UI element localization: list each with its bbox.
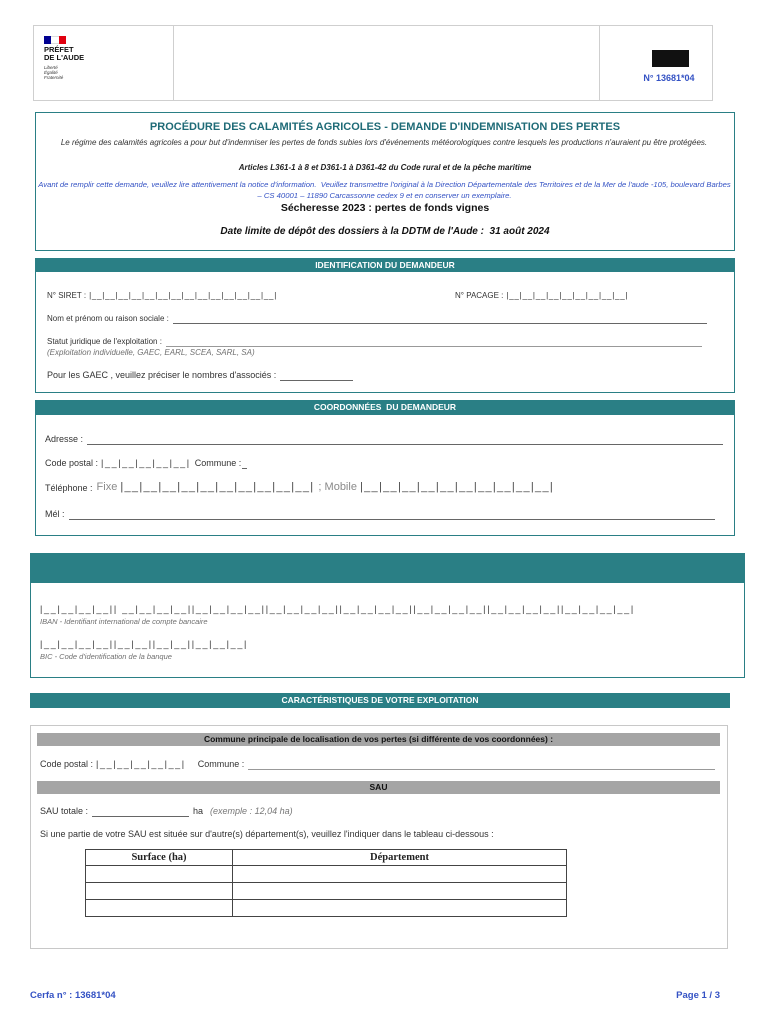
surface-cell[interactable]	[86, 900, 233, 917]
iban-label: IBAN - Identifiant international de compte bancaire	[40, 617, 208, 626]
footer-page-number: Page 1 / 3	[676, 990, 720, 1001]
sau-total-field[interactable]	[92, 808, 189, 817]
prefet-logo	[44, 36, 114, 84]
address-row	[45, 433, 723, 445]
sau-row	[40, 805, 293, 817]
sau-unit: ha	[193, 806, 204, 816]
postal-code-field[interactable]: |__|__|__|__|__|	[101, 458, 191, 468]
surface-header: Surface (ha)	[86, 850, 233, 866]
deadline: Date limite de dépôt des dossiers à la DDTM de l'Aude : 31 août 2024	[220, 226, 550, 237]
header-box	[33, 25, 713, 101]
department-cell[interactable]	[233, 900, 567, 917]
intro-description: Le régime des calamités agricoles a pour but d'indemniser les pertes de fonds subies lors d'événements météorologiques contre lesquels les productions n'auraient pu être protégées.	[60, 138, 708, 147]
other-departments-text: Si une partie de votre SAU est située sur d'autre(s) département(s), veuillez l'indiquer dans le tableau ci-dessous :	[40, 829, 494, 839]
identification-section	[35, 258, 735, 393]
address-label: Adresse :	[45, 434, 84, 444]
farm-commune-label: Commune :	[197, 759, 245, 769]
table-row	[86, 866, 567, 883]
status-field[interactable]	[166, 338, 702, 347]
siret-label: N° SIRET :	[47, 291, 87, 300]
siret-field[interactable]: |__|__|__|__|__|__|__|__|__|__|__|__|__|__|	[89, 291, 278, 300]
sau-heading-bar: SAU	[37, 781, 720, 794]
page-title: PROCÉDURE DES CALAMITÉS AGRICOLES - DEMANDE D'INDEMNISATION DES PERTES	[149, 121, 621, 133]
identification-heading: IDENTIFICATION DU DEMANDEUR	[35, 258, 735, 272]
subject-title: Sécheresse 2023 : pertes de fonds vignes	[280, 202, 490, 214]
phone-row	[45, 481, 554, 494]
pacage-field[interactable]: |__|__|__|__|__|__|__|__|__|	[506, 291, 629, 300]
pacage-row	[455, 290, 628, 301]
logo-line-2: DE L'AUDE	[44, 53, 85, 62]
farm-postal-row	[40, 758, 715, 770]
bank-subheading: Joindre un RIB-IBAN ou inscrire ci-après les coordonnées de votre compte bancaire	[197, 641, 578, 652]
email-field[interactable]	[69, 511, 715, 520]
bic-field[interactable]: |__|__|__|__||__|__||__|__||__|__|__|	[40, 639, 249, 649]
fixe-phone-field[interactable]: |__|__|__|__|__|__|__|__|__|__|	[120, 481, 315, 493]
status-row	[47, 336, 702, 347]
header-divider	[173, 26, 174, 100]
department-cell[interactable]	[233, 866, 567, 883]
logo-motto-1: Liberté	[44, 65, 58, 70]
farm-postal-code-field[interactable]: |__|__|__|__|__|	[96, 759, 186, 769]
mobile-label: ; Mobile	[318, 481, 357, 493]
department-cell[interactable]	[233, 883, 567, 900]
bic-label: BIC - Code d'identification de la banque	[40, 652, 172, 661]
address-field[interactable]	[87, 436, 723, 445]
surface-cell[interactable]	[86, 883, 233, 900]
commune-field[interactable]	[242, 460, 247, 469]
phone-label: Téléphone :	[45, 483, 93, 493]
marianne-flag-icon	[44, 36, 66, 44]
bank-box	[30, 583, 745, 678]
name-field[interactable]	[173, 315, 707, 324]
commune-label: Commune :	[194, 458, 242, 468]
footer-cerfa-number: Cerfa n° : 13681*04	[30, 990, 116, 1001]
intro-box	[35, 112, 735, 251]
logo-motto-3: Fraternité	[44, 75, 64, 80]
form-number: N° 13681*04	[643, 73, 695, 83]
logo-line-1: PRÉFET	[44, 45, 74, 54]
pacage-label: N° PACAGE :	[455, 291, 504, 300]
contact-section	[35, 400, 735, 536]
status-label: Statut juridique de l'exploitation :	[47, 337, 162, 346]
name-label: Nom et prénom ou raison sociale :	[47, 314, 169, 323]
bank-heading: COORDONNÉES DU COMPTE BANCAIRE	[303, 593, 472, 603]
fixe-label: Fixe	[96, 481, 118, 493]
cerfa-logo	[652, 50, 689, 67]
farm-postal-code-label: Code postal :	[40, 759, 94, 769]
logo-motto-2: Égalité	[44, 70, 58, 75]
gaec-row	[47, 369, 353, 381]
header-divider	[599, 26, 600, 100]
name-row	[47, 313, 707, 324]
submission-notice: Avant de remplir cette demande, veuillez lire attentivement la notice d'information. Veuillez transmettre l'original à la Direction Départementale des Territoires et de la Mer de l'aude -105, boulevard Barbes – CS 40001 – 11890 Carcassonne cedex 9 et en conserver un exemplaire.	[38, 180, 733, 200]
sau-label: SAU totale :	[40, 806, 89, 816]
bank-section	[30, 553, 745, 678]
email-row	[45, 508, 715, 520]
siret-row	[47, 290, 277, 301]
surface-cell[interactable]	[86, 866, 233, 883]
table-row	[86, 900, 567, 917]
sau-example: (exemple : 12,04 ha)	[210, 806, 293, 816]
mobile-phone-field[interactable]: |__|__|__|__|__|__|__|__|__|__|	[359, 481, 555, 493]
department-header: Département	[233, 850, 567, 866]
status-hint: (Exploitation individuelle, GAEC, EARL, SCEA, SARL, SA)	[47, 348, 255, 357]
email-label: Mél :	[45, 509, 65, 519]
legal-articles: Articles L361-1 à 8 et D361-1 à D361-42 du Code rural et de la pêche maritime	[238, 163, 532, 172]
farm-section	[30, 693, 730, 949]
iban-field[interactable]: |__|__|__|__|| __|__|__|__||__|__|__|__||__|__|__|__||__|__|__|__||__|__|__|__||__|__|__|__||__|__|__|__|	[40, 604, 635, 614]
farm-heading: CARACTÉRISTIQUES DE VOTRE EXPLOITATION	[30, 693, 730, 708]
gaec-associates-field[interactable]	[280, 372, 353, 381]
departments-table	[85, 849, 567, 916]
gaec-label: Pour les GAEC , veuillez préciser le nombres d'associés :	[47, 370, 277, 380]
postal-code-label: Code postal :	[45, 458, 99, 468]
postal-commune-row	[45, 457, 247, 469]
table-header-row	[86, 850, 567, 866]
table-row	[86, 883, 567, 900]
commune-heading-bar: Commune principale de localisation de vos pertes (si différente de vos coordonnées) :	[37, 733, 720, 746]
farm-commune-field[interactable]	[248, 761, 715, 770]
contact-heading: COORDONNÉES DU DEMANDEUR	[35, 400, 735, 415]
